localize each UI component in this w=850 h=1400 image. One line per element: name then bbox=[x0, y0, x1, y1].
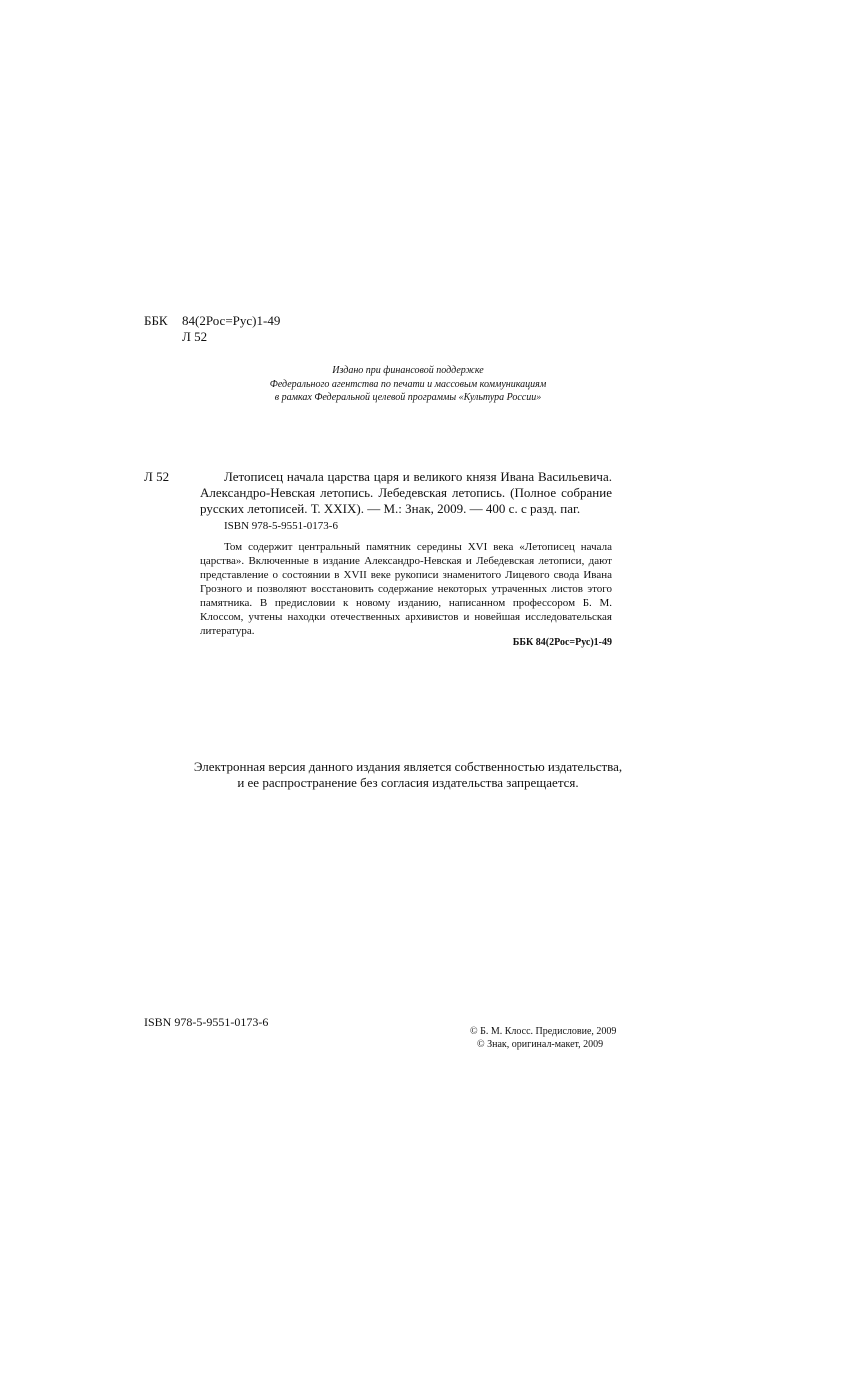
notice-line: Электронная версия данного издания является собственностью издательства, bbox=[193, 759, 623, 774]
financial-support-note bbox=[200, 364, 616, 405]
copyright-line: © Б. М. Клосс. Предисловие, 2009 bbox=[470, 1026, 617, 1037]
abstract-text: Том содержит центральный памятник середины XVI века «Летописец начала царства». Включенные в издание Александро-Невская и Лебедевская летописи, дают представление о состоянии в XVII веке рукописи знаменитого Лицевого свода Ивана Грозного и позволяют восстановить содержание некоторых утраченных листов этого памятника. В предисловии к новому изданию, написанном профессором Б. М. Клоссом, учтены находки отечественных архивистов и новейшая исследовательская литература. bbox=[200, 541, 612, 637]
catalog-isbn: ISBN 978-5-9551-0173-6 bbox=[224, 520, 338, 532]
bbk-header bbox=[144, 313, 280, 345]
copyright-line: © Знак, оригинал-макет, 2009 bbox=[477, 1038, 604, 1050]
catalog-description bbox=[200, 469, 612, 517]
author-sign: Л 52 bbox=[182, 329, 208, 344]
catalog-code: Л 52 bbox=[144, 469, 170, 484]
bbk-index: 84(2Рос=Рус)1-49 bbox=[182, 313, 281, 328]
support-line: в рамках Федеральной целевой программы «Культура России» bbox=[274, 392, 542, 403]
description-text: Летописец начала царства царя и великого князя Ивана Васильевича. Александро-Невская летопись. Лебедевская летопись. (Полное собрание русских летописей. Т. XXIX). — М.: Знак, 2009. — 400 с. с разд. паг. bbox=[200, 469, 612, 516]
isbn-bottom: ISBN 978-5-9551-0173-6 bbox=[144, 1015, 269, 1029]
bbk-label: ББК bbox=[144, 313, 168, 328]
bbk-bold-index: ББК 84(2Рос=Рус)1-49 bbox=[512, 637, 612, 648]
electronic-version-notice bbox=[180, 759, 636, 791]
copyright-block bbox=[470, 1026, 616, 1051]
support-line: Федерального агентства по печати и массовым коммуникациям bbox=[269, 378, 547, 390]
support-line: Издано при финансовой поддержке bbox=[332, 365, 484, 376]
notice-line: и ее распространение без согласия издательства запрещается. bbox=[237, 775, 579, 790]
